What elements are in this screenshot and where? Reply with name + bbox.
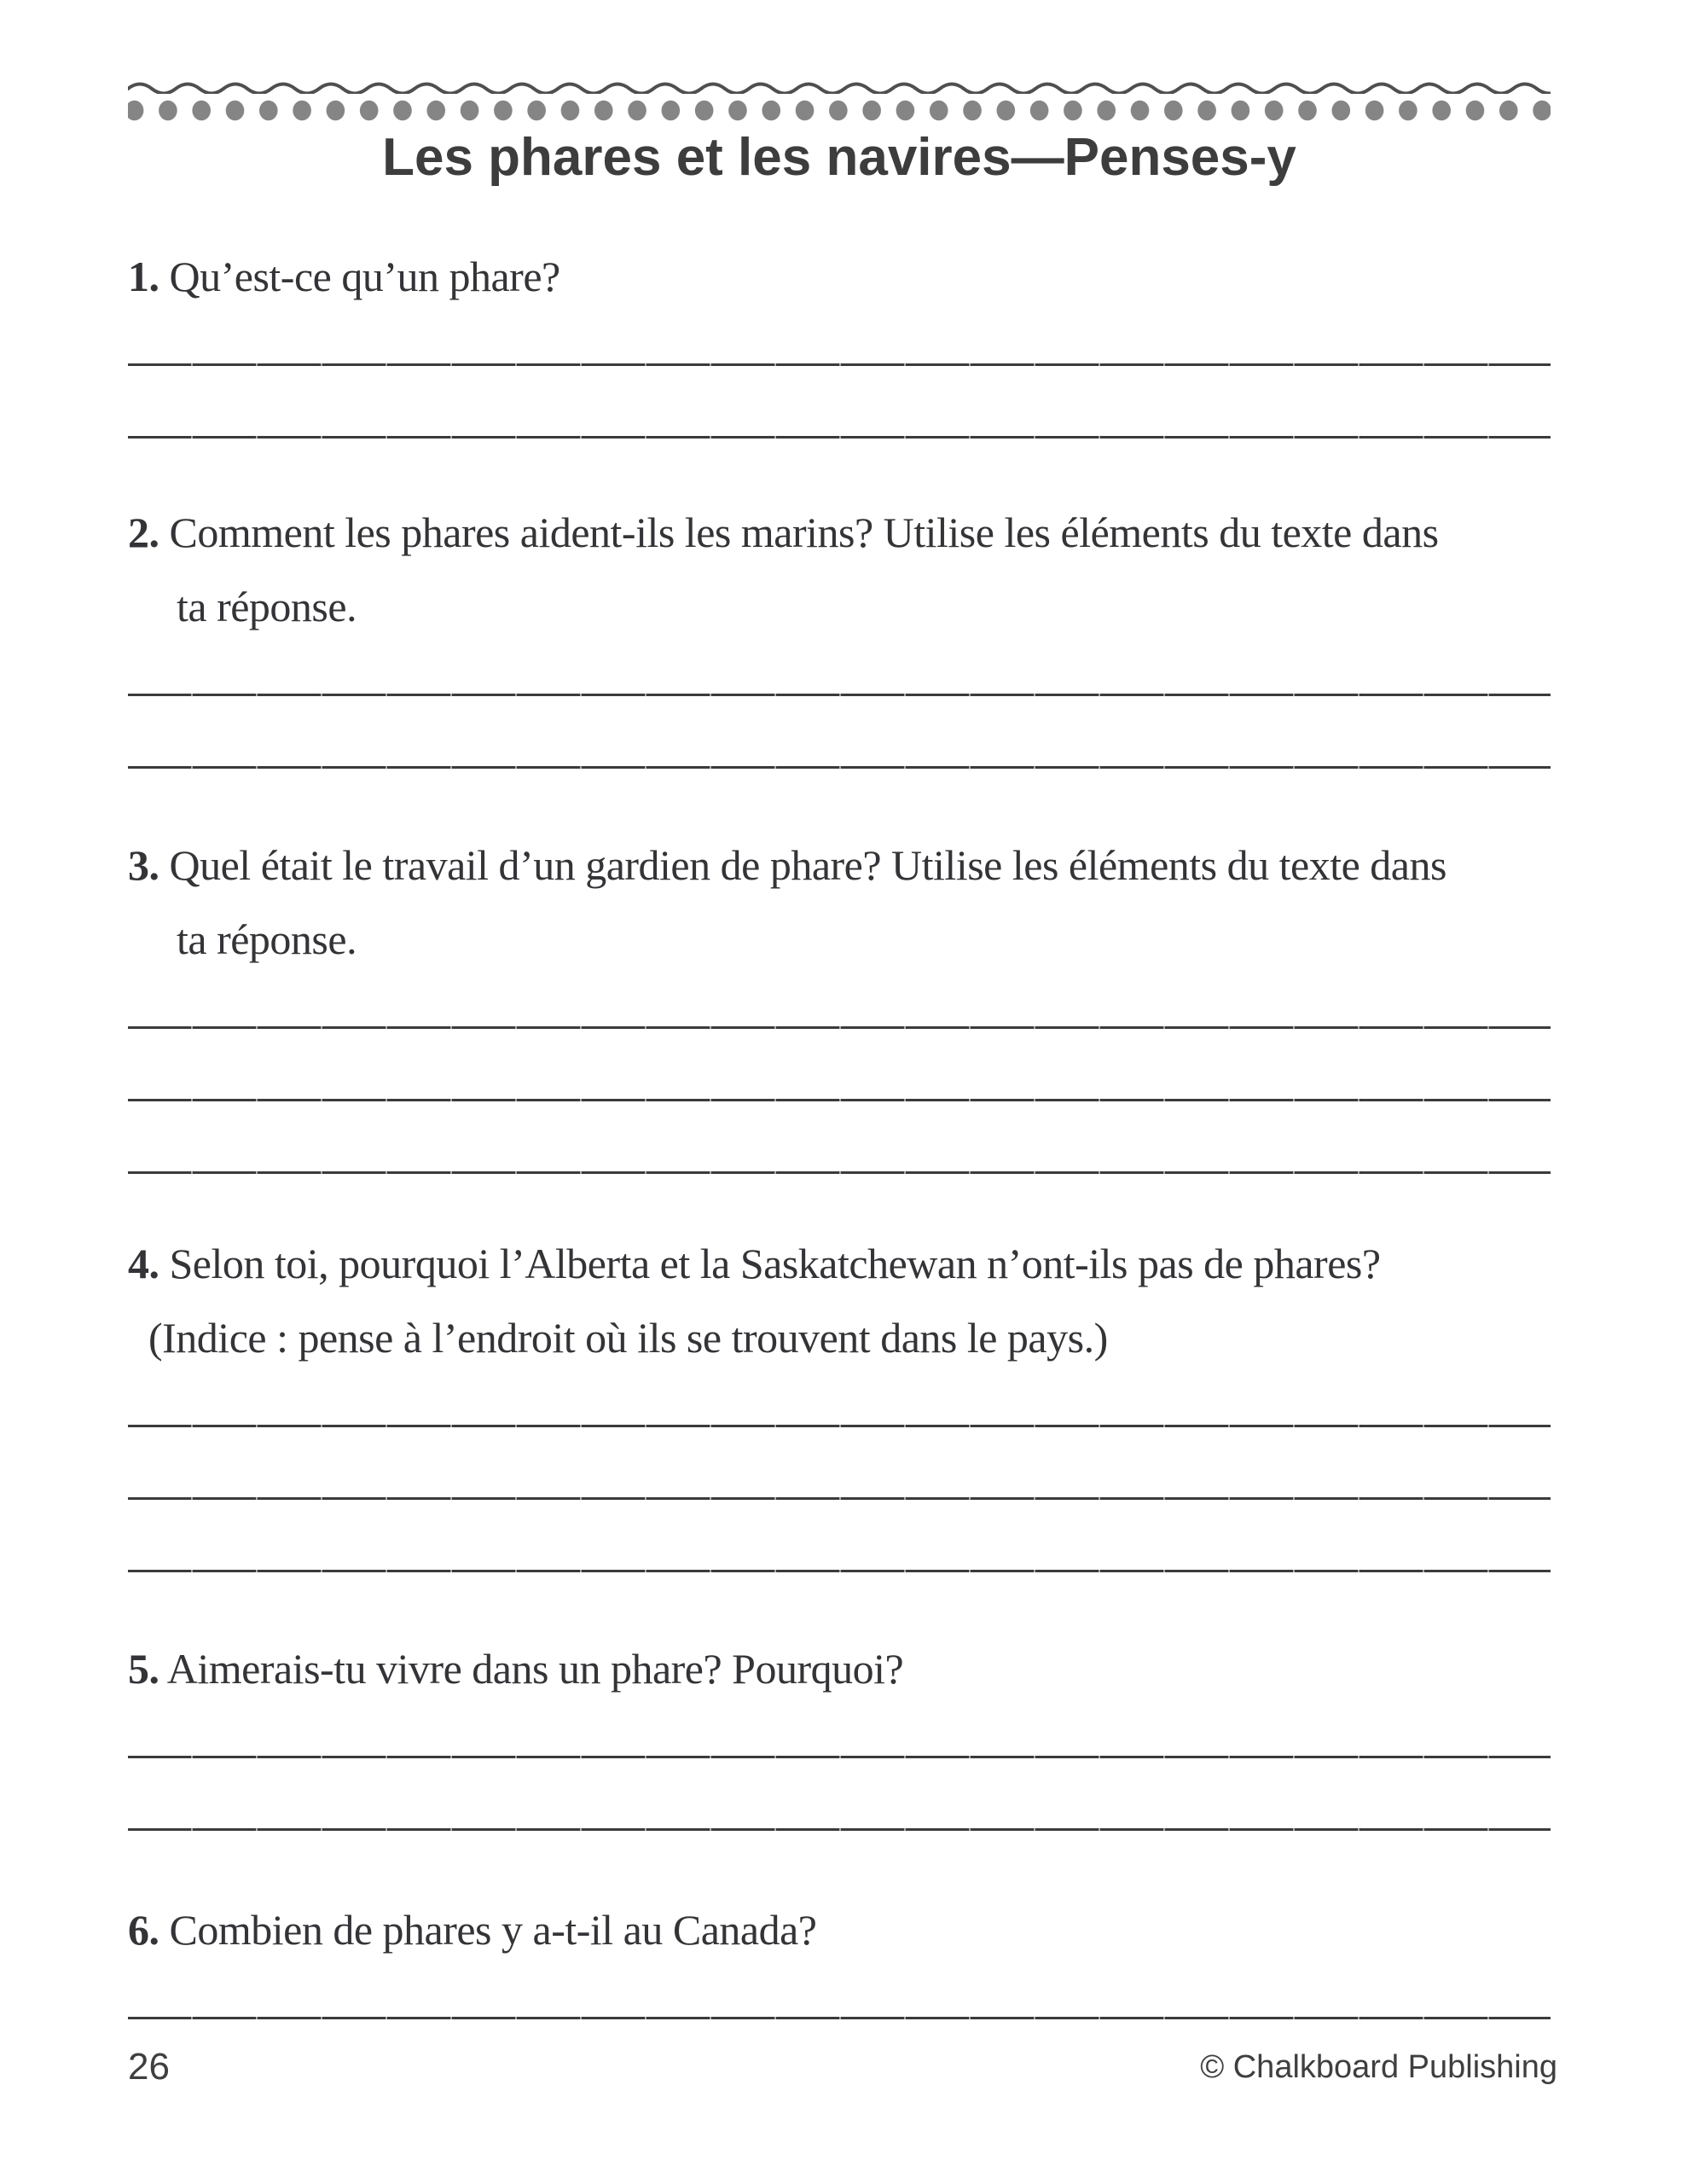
question-number: 1. bbox=[128, 253, 159, 300]
question-4 bbox=[128, 1227, 1551, 1572]
question-text: Combien de phares y a-t-il au Canada? bbox=[169, 1906, 817, 1954]
answer-line[interactable] bbox=[128, 293, 1551, 366]
question-text-line: ta réponse. bbox=[177, 915, 357, 963]
question-number: 5. bbox=[128, 1645, 159, 1693]
question-text: Qu’est-ce qu’un phare? bbox=[169, 253, 560, 300]
question-1 bbox=[128, 240, 1551, 439]
question-text: Aimerais-tu vivre dans un phare? Pourquoi? bbox=[166, 1645, 904, 1693]
answer-line[interactable] bbox=[128, 1427, 1551, 1500]
page-number: 26 bbox=[128, 2046, 170, 2088]
answer-line[interactable] bbox=[128, 1500, 1551, 1572]
question-text-line bbox=[128, 1227, 1551, 1301]
wave-path bbox=[128, 84, 1551, 94]
question-6 bbox=[128, 1893, 1551, 2019]
answer-line[interactable] bbox=[128, 956, 1551, 1029]
wave-decoration bbox=[128, 77, 1551, 94]
copyright-notice: © Chalkboard Publishing bbox=[1200, 2049, 1557, 2085]
answer-line[interactable] bbox=[128, 1355, 1551, 1427]
question-text: Quel était le travail d’un gardien de phare? Utilise les éléments du texte dans bbox=[169, 841, 1446, 889]
question-number: 3. bbox=[128, 841, 159, 889]
question-number: 6. bbox=[128, 1906, 159, 1954]
question-number: 4. bbox=[128, 1240, 159, 1287]
question-text-line: ta réponse. bbox=[177, 583, 357, 630]
question-text-line: (Indice : pense à l’endroit où ils se trouvent dans le pays.) bbox=[148, 1314, 1108, 1362]
page-header bbox=[128, 0, 1551, 188]
answer-line[interactable] bbox=[128, 366, 1551, 439]
question-2 bbox=[128, 496, 1551, 769]
answer-line[interactable] bbox=[128, 696, 1551, 769]
answer-line[interactable] bbox=[128, 1947, 1551, 2019]
answer-line[interactable] bbox=[128, 1686, 1551, 1758]
dots-decoration bbox=[128, 100, 1551, 121]
page-title: Les phares et les navires—Penses-y bbox=[382, 128, 1296, 187]
answer-line[interactable] bbox=[128, 1029, 1551, 1101]
question-text-line bbox=[128, 828, 1551, 903]
question-text: Selon toi, pourquoi l’Alberta et la Saskatchewan n’ont-ils pas de phares? bbox=[169, 1240, 1381, 1287]
question-text: Comment les phares aident-ils les marins? Utilise les éléments du texte dans bbox=[169, 508, 1439, 556]
answer-line[interactable] bbox=[128, 624, 1551, 696]
question-3 bbox=[128, 828, 1551, 1174]
answer-line[interactable] bbox=[128, 1101, 1551, 1174]
answer-line[interactable] bbox=[128, 1758, 1551, 1831]
question-number: 2. bbox=[128, 508, 159, 556]
question-5 bbox=[128, 1632, 1551, 1831]
question-text-line bbox=[128, 496, 1551, 570]
